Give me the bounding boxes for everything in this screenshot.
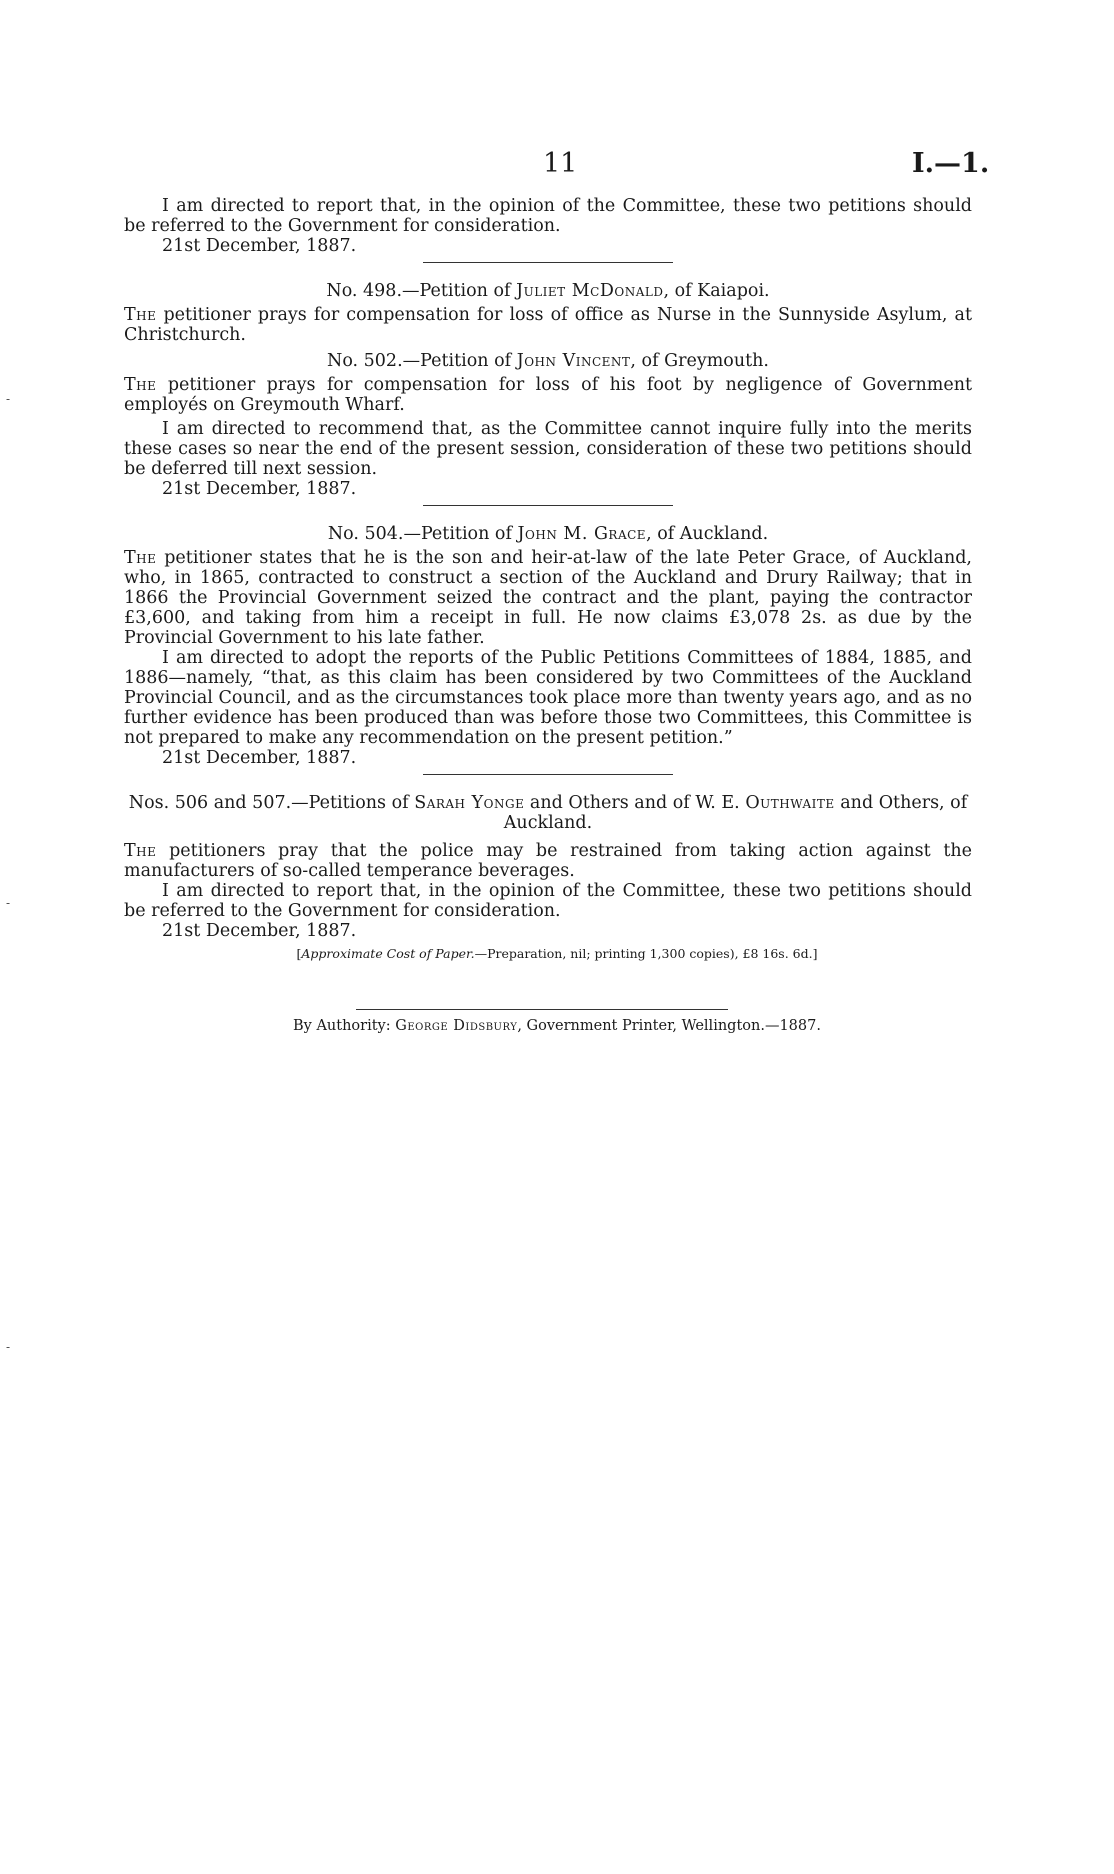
document-body bbox=[124, 196, 972, 941]
petition-498-text bbox=[124, 305, 972, 345]
petition-text: petitioner prays for compensation for loss of office as Nurse in the Sunnyside Asylum, at Christchurch. bbox=[124, 305, 972, 345]
scan-mark: - bbox=[6, 896, 11, 910]
cost-label: Approximate Cost of Paper. bbox=[301, 946, 475, 961]
petitioner-name: Juliet McDonald bbox=[516, 281, 664, 301]
lead-word: The bbox=[124, 305, 157, 325]
petition-498-title bbox=[124, 281, 972, 301]
title-prefix: No. 504.—Petition of bbox=[327, 524, 512, 544]
petitioner-name: John M. Grace bbox=[517, 524, 647, 544]
adopt-paragraph: I am directed to adopt the reports of the Public Petitions Committees of 1884, 1885, and 1886—namely, “that, as this claim has been considered by two Committees of the Auckland Provincial Council, and as the circumstances took place more than twenty years ago, and as no further evidence has been produced than was before those two Committees, this Committee is not prepared to make any recommendation on the present petition.” bbox=[124, 648, 972, 748]
section-divider bbox=[423, 262, 673, 263]
imprint-prefix: By Authority: bbox=[293, 1018, 391, 1034]
section-divider bbox=[423, 505, 673, 506]
cost-open: [ bbox=[296, 946, 302, 961]
report-date: 21st December, 1887. bbox=[162, 748, 357, 768]
title-suffix: , of Auckland. bbox=[646, 524, 769, 544]
petition-506-title bbox=[124, 793, 972, 833]
cost-note bbox=[0, 946, 1114, 961]
report-date: 21st December, 1887. bbox=[162, 479, 357, 499]
title-prefix: Nos. 506 and 507.—Petitions of bbox=[128, 793, 409, 813]
scan-mark: - bbox=[6, 392, 11, 406]
petition-504-text bbox=[124, 548, 972, 648]
petitioner-name: John Vincent bbox=[516, 351, 631, 371]
footer-divider bbox=[356, 1009, 728, 1010]
petition-text: petitioners pray that the police may be restrained from taking action against the manufacturers of so-called temperance beverages. bbox=[124, 841, 972, 881]
petition-502-text bbox=[124, 375, 972, 415]
petition-text: petitioner states that he is the son and heir-at-law of the late Peter Grace, of Auckland, who, in 1865, contracted to construct a section of the Auckland and Drury Railway; that in 1866 the Provincial Government seized the contract and the plant, paying the contractor £3,600, and taking from him a receipt in full. He now claims £3,078 2s. as due by the Provincial Government to his late father. bbox=[124, 548, 972, 648]
title-suffix: , of Kaiapoi. bbox=[663, 281, 770, 301]
report-date: 21st December, 1887. bbox=[162, 236, 357, 256]
printer-name: George Didsbury bbox=[395, 1018, 518, 1034]
section-divider bbox=[423, 774, 673, 775]
title-prefix: No. 498.—Petition of bbox=[326, 281, 511, 301]
petition-text: petitioner prays for compensation for loss of his foot by negligence of Government employés on Greymouth Wharf. bbox=[124, 375, 972, 415]
title-prefix: No. 502.—Petition of bbox=[327, 351, 512, 371]
page-number: 11 bbox=[543, 148, 578, 179]
imprint-suffix: , Government Printer, Wellington.—1887. bbox=[517, 1018, 821, 1034]
petition-506-text bbox=[124, 841, 972, 881]
lead-word: The bbox=[124, 375, 157, 395]
report-date: 21st December, 1887. bbox=[162, 921, 357, 941]
printer-imprint bbox=[0, 1018, 1114, 1034]
report-paragraph: I am directed to report that, in the opinion of the Committee, these two petitions should be referred to the Government for consideration. bbox=[124, 881, 972, 921]
scan-mark: - bbox=[6, 1340, 11, 1354]
lead-word: The bbox=[124, 548, 157, 568]
document-reference: I.—1. bbox=[912, 148, 990, 179]
petition-504-title bbox=[124, 524, 972, 544]
title-suffix: , of Greymouth. bbox=[630, 351, 769, 371]
petitioner-name: Sarah Yonge bbox=[414, 793, 525, 813]
lead-word: The bbox=[124, 841, 157, 861]
title-suffix: and Others, of Auckland. bbox=[503, 793, 968, 833]
petitioner-name: Outhwaite bbox=[745, 793, 835, 813]
title-middle: and Others and of W. E. bbox=[529, 793, 740, 813]
cost-detail: —Preparation, nil; printing 1,300 copies), £8 16s. 6d.] bbox=[474, 946, 818, 961]
petition-502-title bbox=[124, 351, 972, 371]
recommendation-paragraph: I am directed to recommend that, as the Committee cannot inquire fully into the merits these cases so near the end of the present session, consideration of these two petitions should be deferred till next session. bbox=[124, 419, 972, 479]
report-paragraph: I am directed to report that, in the opinion of the Committee, these two petitions should be referred to the Government for consideration. bbox=[124, 196, 972, 236]
